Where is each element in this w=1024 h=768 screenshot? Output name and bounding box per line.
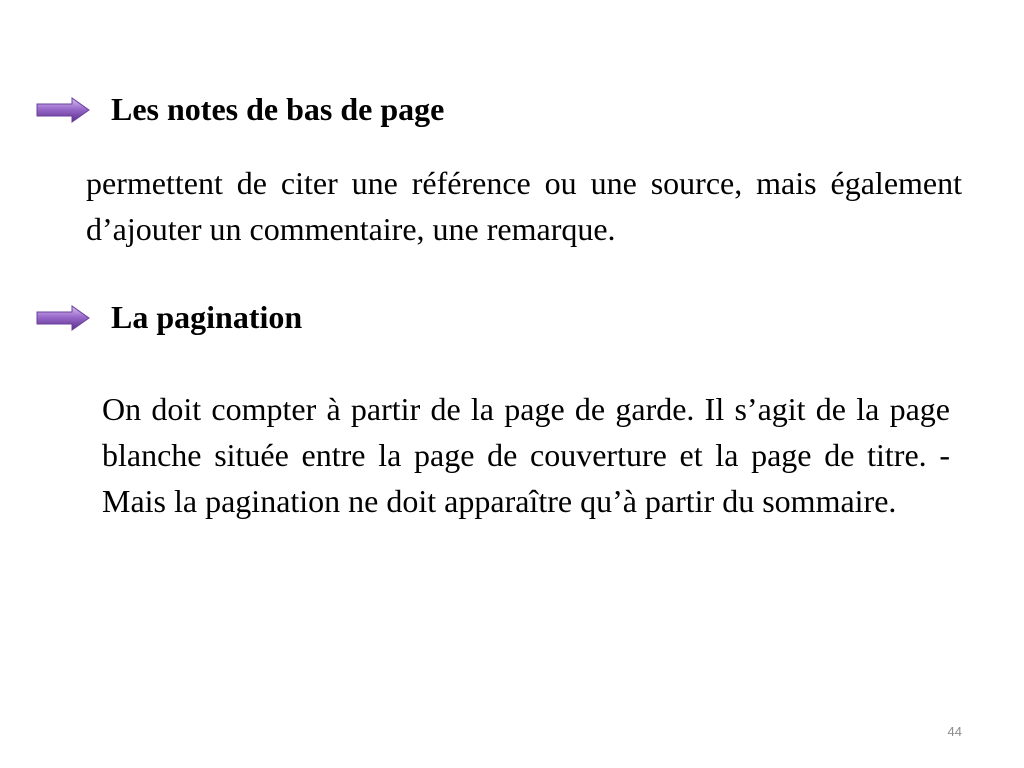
section-heading-footnotes: Les notes de bas de page [111, 91, 445, 127]
right-arrow-icon [34, 94, 92, 126]
section-heading-pagination: La pagination [111, 299, 303, 335]
right-arrow-icon [34, 302, 92, 334]
page-number: 44 [947, 724, 962, 739]
section-body-footnotes: permettent de citer une référence ou une source, mais également d’ajouter un commentaire, une remarque. [86, 165, 962, 247]
section-body-pagination: On doit compter à partir de la page de garde. Il s’agit de la page blanche située entre la page de couverture et la page de titre. - Mais la pagination ne doit apparaître qu’à partir du sommaire. [102, 391, 950, 519]
